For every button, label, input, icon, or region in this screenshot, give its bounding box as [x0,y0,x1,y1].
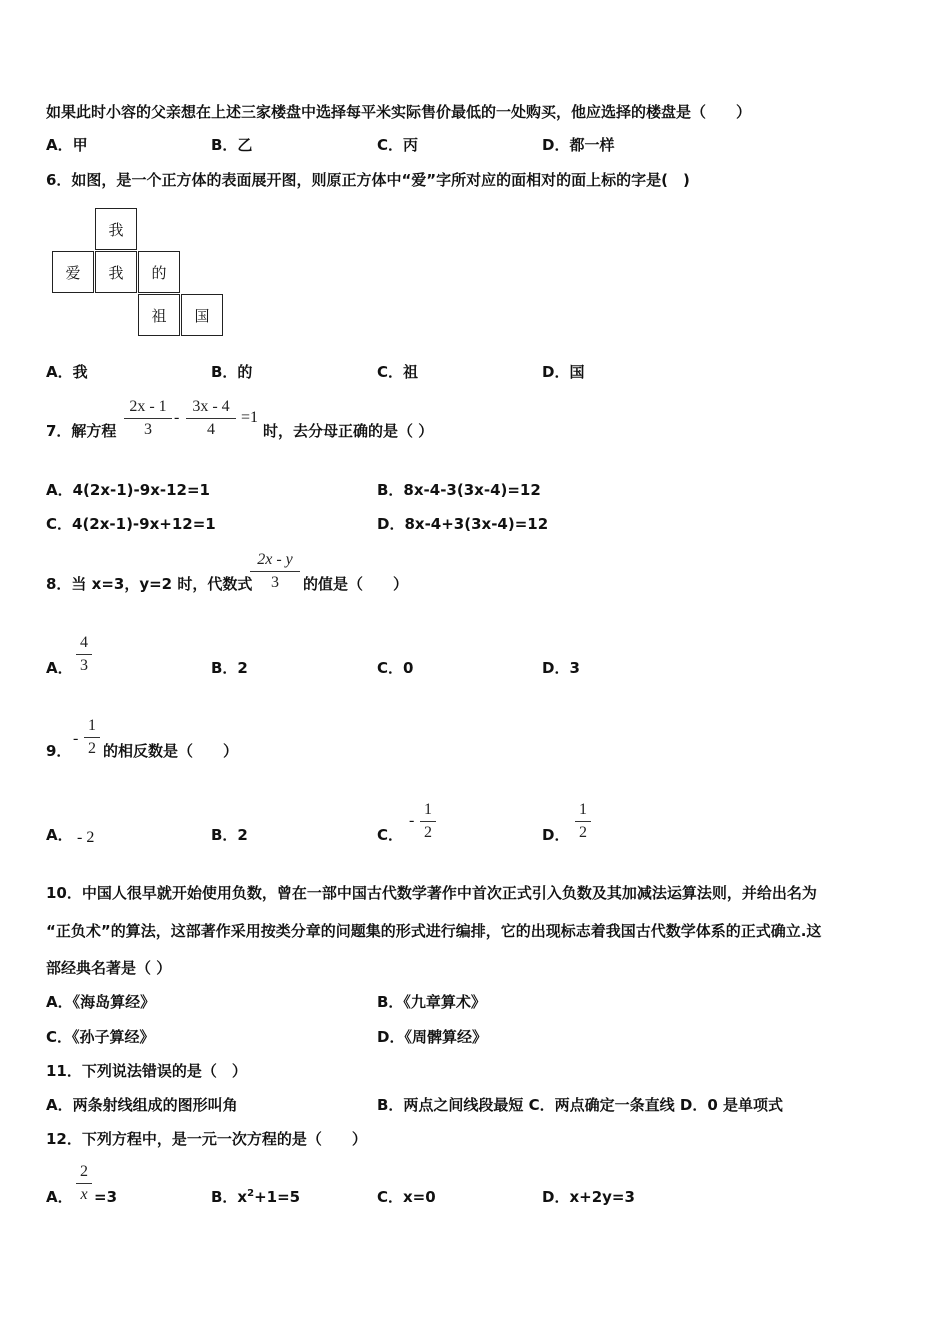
q12-b-base: B．x [211,1188,248,1206]
q9-numerator: 1 [88,717,96,734]
q6-option-a[interactable]: A．我 [46,363,88,381]
q7-f1-numerator: 2x - 1 [129,398,167,415]
q10-option-c[interactable]: C．《孙子算经》 [46,1028,155,1046]
q8-option-b[interactable]: B．2 [211,659,248,677]
q9-denominator: 2 [88,740,96,757]
q5-option-b[interactable]: B．乙 [211,136,253,154]
q8-a-denominator: 3 [80,657,88,674]
net-cell-zu: 祖 [138,294,180,336]
q7-f2-numerator: 3x - 4 [192,398,230,415]
q9-negative-sign: - [73,730,79,747]
q8-option-d[interactable]: D．3 [542,659,580,677]
q7-option-a[interactable]: A．4(2x-1)-9x-12=1 [46,481,210,499]
q8-option-c[interactable]: C．0 [377,659,414,677]
q7-f2-denominator: 4 [207,421,215,438]
q7-f1-denominator: 3 [144,421,152,438]
q12-stem: 12．下列方程中，是一元一次方程的是（ ） [46,1130,367,1148]
q10-option-b[interactable]: B．《九章算术》 [377,993,486,1011]
q6-option-d[interactable]: D．国 [542,363,585,381]
q12-a-denominator: x [80,1186,88,1203]
q10-option-d[interactable]: D．《周髀算经》 [377,1028,487,1046]
q12-option-c[interactable]: C．x=0 [377,1188,436,1206]
q5-option-d[interactable]: D．都一样 [542,136,615,154]
q6-option-b[interactable]: B．的 [211,363,253,381]
q9-c-denominator: 2 [424,824,432,841]
net-cell-guo: 国 [181,294,223,336]
q9-option-b[interactable]: B．2 [211,826,248,844]
q7-option-d[interactable]: D．8x-4+3(3x-4)=12 [377,515,549,533]
q12-option-a-equals: =3 [94,1188,118,1206]
q8-numerator: 2x - y [257,551,293,568]
net-cell-top: 我 [95,208,137,250]
q12-option-a-label[interactable]: A． [46,1188,73,1206]
q7-option-c[interactable]: C．4(2x-1)-9x+12=1 [46,515,216,533]
q9-option-c-label[interactable]: C． [377,826,404,844]
q10-stem-line2: “正负术”的算法，这部著作采用按类分章的问题集的形式进行编排，它的出现标志着我国古代数学体系的正式确立.这 [46,922,822,940]
q12-b-rest: +1=5 [254,1188,301,1206]
q6-option-c[interactable]: C．祖 [377,363,419,381]
q7-prefix: 7．解方程 [46,422,117,440]
q7-minus: - [174,409,180,426]
q10-option-a[interactable]: A．《海岛算经》 [46,993,156,1011]
q5-option-a[interactable]: A．甲 [46,136,88,154]
q7-fraction-1 [124,398,172,439]
q10-stem-line3: 部经典名著是（ ） [46,959,172,977]
q8-option-a-label[interactable]: A． [46,659,73,677]
q8-a-numerator: 4 [80,634,88,651]
q9-fraction [84,717,100,758]
q9-suffix: 的相反数是（ ） [103,742,239,760]
q9-option-a-label[interactable]: A． [46,826,73,844]
q9-d-numerator: 1 [579,801,587,818]
q8-suffix: 的值是（ ） [303,575,409,593]
q9-option-d-fraction [575,801,591,842]
q9-d-denominator: 2 [579,824,587,841]
q12-a-numerator: 2 [80,1163,88,1180]
q12-option-d[interactable]: D．x+2y=3 [542,1188,635,1206]
q5-stem: 如果此时小容的父亲想在上述三家楼盘中选择每平米实际售价最低的一处购买，他应选择的楼盘是（ ） [46,103,752,121]
net-cell-de: 的 [138,251,180,293]
q10-stem-line1: 10．中国人很早就开始使用负数，曾在一部中国古代数学著作中首次正式引入负数及其加减法运算法则，并给出名为 [46,884,817,902]
q12-option-a-fraction [76,1163,92,1204]
net-cell-wo: 我 [95,251,137,293]
q5-option-c[interactable]: C．丙 [377,136,419,154]
q8-fraction [250,551,300,592]
q6-stem: 6．如图，是一个正方体的表面展开图，则原正方体中“爱”字所对应的面相对的面上标的字是( ) [46,171,690,189]
q8-option-a-fraction [76,634,92,675]
q7-option-b[interactable]: B．8x-4-3(3x-4)=12 [377,481,541,499]
q11-option-a[interactable]: A．两条射线组成的图形叫角 [46,1096,238,1114]
q8-denominator: 3 [271,574,279,591]
q7-equals: =1 [241,409,259,426]
q11-options-bcd[interactable]: B．两点之间线段最短 C．两点确定一条直线 D．0 是单项式 [377,1096,783,1114]
q12-b-exponent: 2 [247,1188,255,1199]
q9-option-c-fraction [420,801,436,842]
q8-prefix: 8．当 x=3，y=2 时，代数式 [46,575,253,593]
net-cell-ai: 爱 [52,251,94,293]
q9-option-d-label[interactable]: D． [542,826,570,844]
q9-option-a-value: - 2 [77,829,95,846]
q9-c-numerator: 1 [424,801,432,818]
q7-fraction-2 [186,398,236,439]
q9-option-c-sign: - [409,812,415,829]
q9-prefix: 9． [46,742,72,760]
q7-suffix: 时，去分母正确的是（ ） [263,422,434,440]
q11-stem: 11．下列说法错误的是（ ） [46,1062,247,1080]
q12-option-b[interactable] [211,1187,300,1207]
